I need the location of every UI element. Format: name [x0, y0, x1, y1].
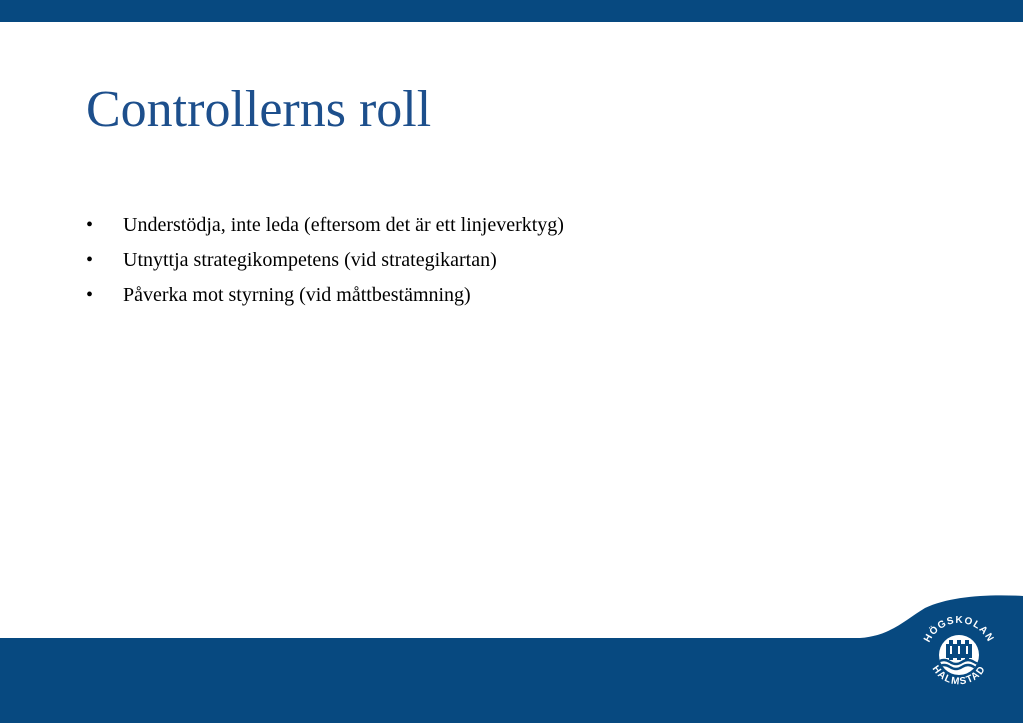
- bullet-item: [86, 243, 564, 278]
- bullet-item: [86, 208, 564, 243]
- logo-top-text: HÖGSKOLAN: [922, 614, 996, 645]
- bullet-item: [86, 278, 564, 313]
- logo-seal-graphic: [916, 610, 1002, 696]
- footer-wave-band: [0, 590, 1023, 723]
- bullet-icon: •: [86, 284, 94, 306]
- bullet-list: [86, 208, 564, 313]
- hogskolan-halmstad-seal-icon: [916, 610, 1002, 696]
- slide-title: Controllerns roll: [86, 81, 432, 138]
- top-banner: [0, 0, 1023, 22]
- bullet-text: Påverka mot styrning (vid måttbestämning): [123, 284, 471, 306]
- bullet-text: Understödja, inte leda (eftersom det är ett linjeverktyg): [123, 214, 564, 236]
- logo-bottom-text: HALMSTAD: [929, 663, 989, 688]
- bullet-icon: •: [86, 214, 94, 236]
- bullet-text: Utnyttja strategikompetens (vid strategikartan): [123, 249, 497, 271]
- bullet-icon: •: [86, 249, 94, 271]
